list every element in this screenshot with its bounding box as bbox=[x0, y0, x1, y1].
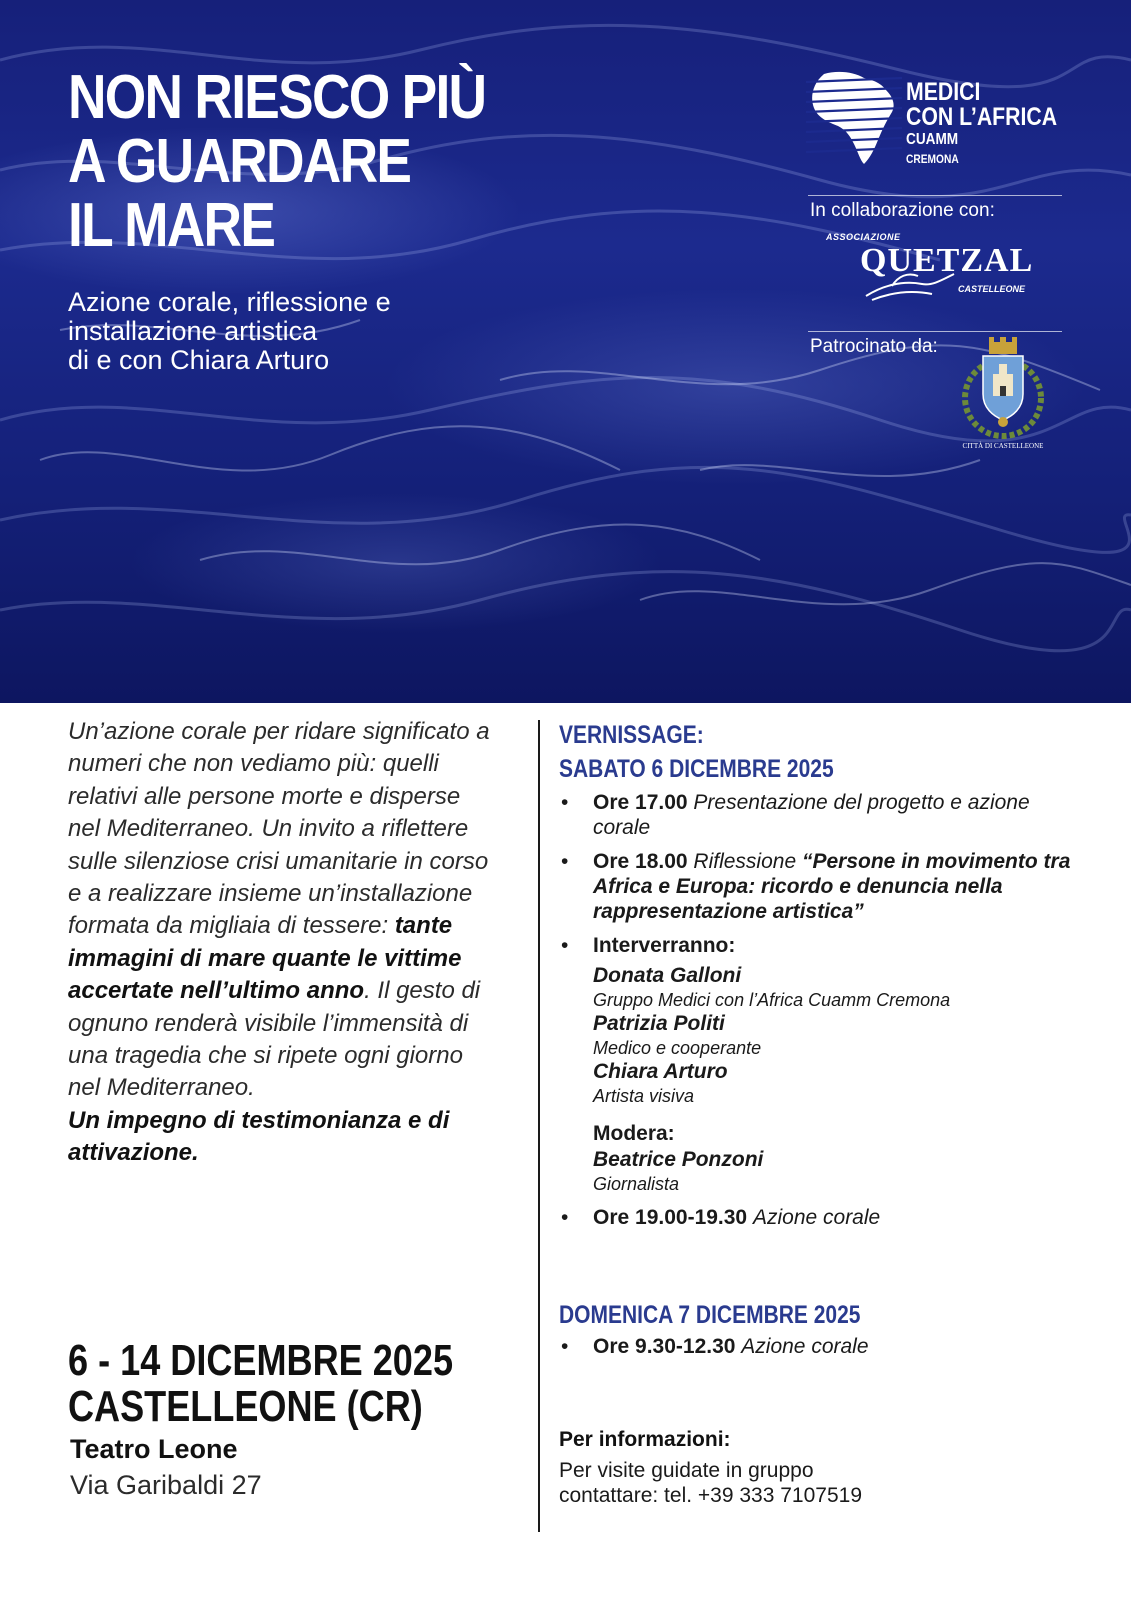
item-description: Azione corale bbox=[752, 1206, 881, 1229]
speaker-role: Gruppo Medici con l’Africa Cuamm Cremona bbox=[593, 990, 951, 1010]
info-line-1: Per visite guidate in gruppo bbox=[559, 1459, 814, 1482]
vernissage-heading: VERNISSAGE: bbox=[559, 721, 704, 749]
quetzal-logo bbox=[822, 228, 1042, 318]
sunday-program bbox=[559, 1334, 1089, 1360]
title-line-1: NON RIESCO PIÙ bbox=[68, 63, 486, 132]
patronage-label: Patrocinato da: bbox=[810, 336, 938, 357]
program-item-1800 bbox=[559, 849, 1089, 924]
logo-divider-2 bbox=[808, 331, 1062, 332]
title-line-3: IL MARE bbox=[68, 191, 275, 260]
bullet: • bbox=[561, 850, 569, 873]
medici-logo-line-1: MEDICI bbox=[906, 78, 981, 106]
sunday-heading: DOMENICA 7 DICEMBRE 2025 bbox=[559, 1301, 861, 1329]
talk-title: “Persone in movimento tra Africa e Europa: ricordo e denuncia nella rappresentazione artistica” bbox=[593, 850, 1071, 923]
hero-sea-image bbox=[0, 0, 1131, 703]
info-contact bbox=[559, 1458, 862, 1508]
speaker-name: Chiara Arturo bbox=[593, 1060, 728, 1083]
moderator-label: Modera: bbox=[593, 1122, 675, 1145]
program-item-1900 bbox=[559, 1205, 1089, 1231]
event-subtitle bbox=[68, 288, 391, 375]
title-line-2: A GUARDARE bbox=[68, 127, 411, 196]
subtitle-line-1: Azione corale, riflessione e bbox=[68, 287, 391, 317]
program-item-speakers bbox=[559, 933, 1089, 1195]
event-title bbox=[68, 63, 486, 260]
speakers-label: Interverranno: bbox=[593, 934, 736, 957]
moderator-name: Beatrice Ponzoni bbox=[593, 1148, 764, 1171]
info-line-2: contattare: tel. +39 333 7107519 bbox=[559, 1484, 862, 1507]
quetzal-name: QUETZAL bbox=[860, 242, 1034, 279]
intro-closing: Un impegno di testimonianza e di attivazione. bbox=[68, 1106, 450, 1167]
subtitle-line-2: installazione artistica bbox=[68, 316, 318, 346]
intro-plain: Un’azione corale per ridare significato a numeri che non vediamo più: quelli relativi alle persone morte e disperse nel Mediterraneo. Un invito a riflettere sulle silenziose crisi umanitarie in corso e a realizzare insieme un’installazione formata da migliaia di tessere: bbox=[68, 718, 490, 940]
intro-after: . Il gesto di ognuno renderà visibile l’immensità di una tragedia che si ripete ogni giorno nel Mediterraneo. bbox=[68, 977, 481, 1102]
speaker-role: Artista visiva bbox=[593, 1086, 695, 1106]
saturday-heading: SABATO 6 DICEMBRE 2025 bbox=[559, 755, 834, 783]
speaker-name: Donata Galloni bbox=[593, 964, 742, 987]
event-city: CASTELLEONE (CR) bbox=[68, 1382, 423, 1431]
medici-logo-city: CREMONA bbox=[906, 152, 959, 166]
speaker-role: Medico e cooperante bbox=[593, 1038, 762, 1058]
item-time: Ore 18.00 bbox=[593, 850, 688, 873]
venue-address: Via Garibaldi 27 bbox=[70, 1470, 262, 1500]
crest-text: CITTÀ DI CASTELLEONE bbox=[962, 442, 1044, 450]
intro-text bbox=[68, 716, 498, 1170]
bullet: • bbox=[561, 791, 569, 814]
intro-bold: tante immagini di mare quante le vittime accertate nell’ultimo anno bbox=[68, 912, 462, 1005]
event-date-range: 6 - 14 DICEMBRE 2025 bbox=[68, 1336, 454, 1385]
subtitle-line-3: di e con Chiara Arturo bbox=[68, 345, 330, 375]
info-title: Per informazioni: bbox=[559, 1428, 731, 1451]
item-time: Ore 19.00-19.30 bbox=[593, 1206, 748, 1229]
venue-name: Teatro Leone bbox=[70, 1434, 238, 1464]
program-item-0930 bbox=[559, 1334, 1089, 1360]
intro-paragraph bbox=[68, 716, 498, 1170]
logo-divider bbox=[808, 195, 1062, 196]
event-dates bbox=[68, 1338, 453, 1430]
item-label: Riflessione bbox=[693, 850, 797, 873]
moderator-role: Giornalista bbox=[593, 1174, 680, 1194]
program-item-1700 bbox=[559, 790, 1089, 840]
saturday-program bbox=[559, 790, 1089, 1231]
collaboration-label: In collaborazione con: bbox=[810, 200, 995, 221]
quetzal-bird-icon bbox=[862, 266, 972, 306]
quetzal-town: CASTELLEONE bbox=[958, 284, 1026, 294]
castelleone-crest-icon bbox=[955, 334, 1051, 454]
medici-logo-line-2: CON L’AFRICA bbox=[906, 103, 1058, 131]
quetzal-assoc: ASSOCIAZIONE bbox=[826, 232, 901, 242]
medici-logo-cuamm: CUAMM bbox=[906, 131, 959, 148]
column-divider bbox=[538, 720, 540, 1532]
bullet: • bbox=[561, 1206, 569, 1229]
speaker-name: Patrizia Politi bbox=[593, 1012, 725, 1035]
item-time: Ore 9.30-12.30 bbox=[593, 1335, 736, 1358]
item-description: Presentazione del progetto e azione corale bbox=[593, 791, 1030, 839]
africa-map-icon bbox=[806, 68, 902, 168]
item-description: Azione corale bbox=[741, 1335, 869, 1358]
bullet: • bbox=[561, 934, 569, 957]
bullet: • bbox=[561, 1335, 569, 1358]
item-time: Ore 17.00 bbox=[593, 791, 688, 814]
medici-con-l-africa-logo bbox=[806, 68, 1066, 178]
